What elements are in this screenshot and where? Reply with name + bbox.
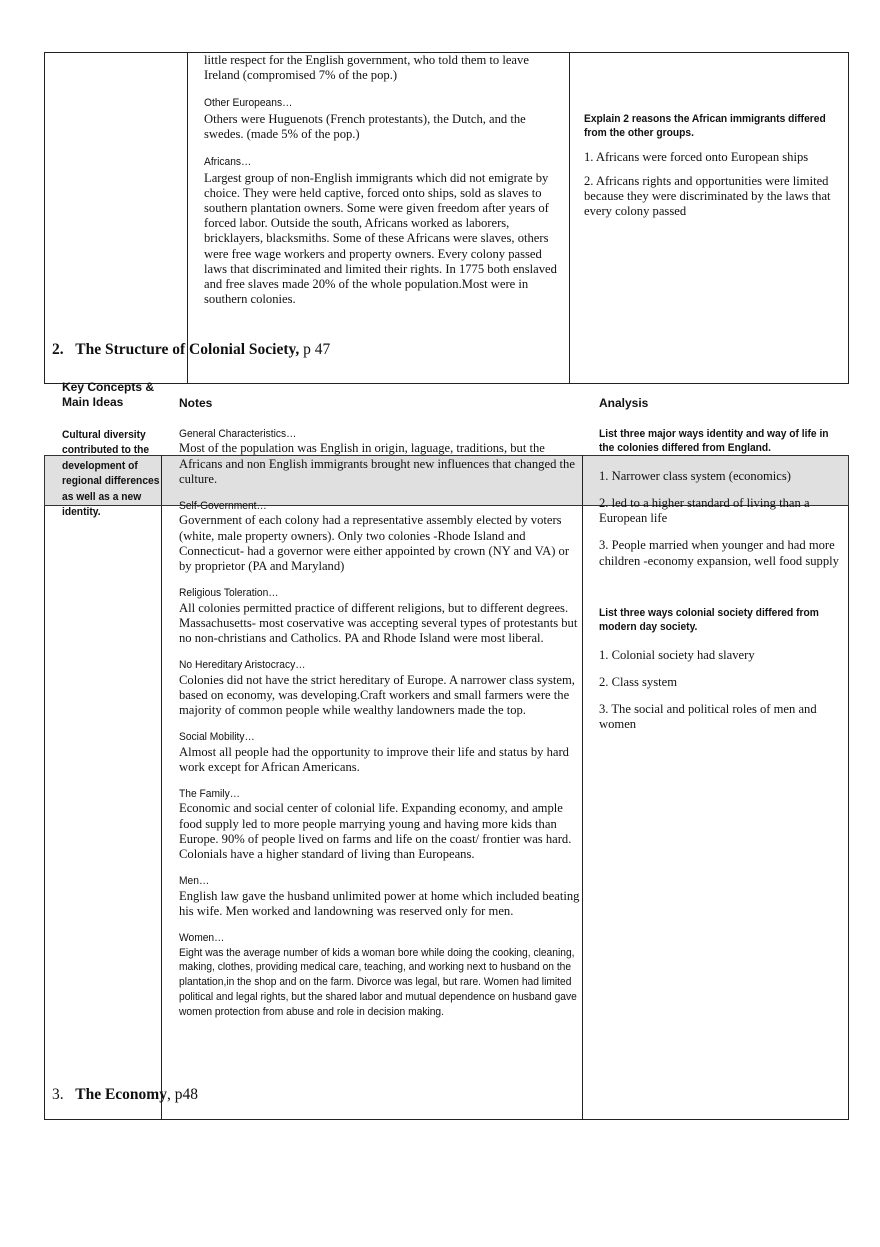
- analysis-answer: 2. led to a higher standard of living than a European life: [599, 496, 810, 526]
- table1-col1-divider: [187, 52, 188, 384]
- note-religious-toleration: [179, 586, 584, 646]
- table1-bottom-border: [44, 383, 849, 384]
- key-concept-text: Cultural diversity contributed to the development of regional differences as well as a new identity.: [62, 429, 160, 519]
- analysis-answer: 3. People married when younger and had more children -economy expansion, well food supply: [599, 538, 839, 568]
- header-notes: Notes: [179, 396, 213, 410]
- irish-tail-text: little respect for the English government, who told them to leave Ireland (compromised 7% of the pop.): [204, 53, 529, 83]
- african-answer-2: 2. Africans rights and opportunities were limited because they were discriminated by the laws that every colony passed: [584, 174, 831, 219]
- section1-analysis: [584, 112, 842, 220]
- note-text: Eight was the average number of kids a woman bore while doing the cooking, cleaning, making, clothes, providing medical care, teaching, and working next to husband on the plantation,in the shop and on the farm. Divorce was legal, but rare. Women had limited political and legal rights, but the shared labor and mutual dependence on husband gave women protection from abuse and role in decision making.: [179, 946, 577, 1018]
- section2-number: 2.: [52, 341, 64, 358]
- analysis-answer: 3. The social and political roles of men and women: [599, 702, 817, 732]
- section3-title: The Economy: [75, 1086, 167, 1103]
- note-text: All colonies permitted practice of different religions, but to different degrees. Massachusetts- most coservative was accepting several types of protestants but no non-christians and Catholics. PA and Rhode Island were most liberal.: [179, 600, 578, 646]
- table2-left-border: [44, 455, 45, 1120]
- section3-page: , p48: [166, 1086, 198, 1103]
- table1-right-border: [848, 52, 849, 384]
- note-heading: General Characteristics…: [179, 428, 297, 440]
- note-heading: Religious Toleration…: [179, 587, 279, 600]
- note-social-mobility: [179, 730, 584, 775]
- table2-col1-divider: [161, 455, 162, 1120]
- note-text: English law gave the husband unlimited power at home which included beating his wife. Men worked and landowning was reserved only for men.: [179, 888, 580, 918]
- note-heading: Men…: [179, 875, 210, 888]
- table2-right-border: [848, 455, 849, 1120]
- table2-bottom-border: [44, 1119, 849, 1120]
- note-heading: No Hereditary Aristocracy…: [179, 659, 306, 672]
- note-heading: The Family…: [179, 788, 240, 801]
- section2-heading: [52, 341, 330, 359]
- section3-heading: [52, 1086, 198, 1104]
- note-text: Almost all people had the opportunity to improve their life and status by hard work except for African Americans.: [179, 744, 569, 774]
- notes-column: [179, 427, 584, 1020]
- note-text: Economic and social center of colonial life. Expanding economy, and ample food supply led to more people marrying young and having more kids than Europe. 90% of people lived on farms and life on the coast/ frontier was hard. Colonials have a higher standard of living than Europeans.: [179, 801, 572, 862]
- note-heading: Social Mobility…: [179, 731, 255, 744]
- analysis-question-2: List three ways colonial society differed from modern day society.: [599, 606, 819, 634]
- analysis-question-1: List three major ways identity and way of life in the colonies differed from England.: [599, 428, 829, 455]
- note-heading: Women…: [179, 932, 225, 945]
- note-text: Most of the population was English in origin, laguage, traditions, but the Africans and non English immigrants brought new influences that changed the culture.: [179, 441, 575, 486]
- band-divider-1: [161, 455, 162, 505]
- section2-title: The Structure of Colonial Society,: [75, 341, 300, 358]
- note-aristocracy: [179, 658, 584, 718]
- note-self-government: [179, 499, 584, 574]
- note-text: Government of each colony had a representative assembly elected by voters (white, male property owners). Only two colonies -Rhode Island and Connecticut- had a governor were either appointed by crown (NY and VA) or by proprietor (PA and Maryland): [179, 513, 570, 574]
- other-europeans-heading: Other Europeans…: [204, 97, 293, 110]
- section3-number: 3.: [52, 1086, 64, 1103]
- note-women: [179, 931, 584, 1019]
- table1-col2-divider: [569, 52, 570, 384]
- africans-heading: Africans…: [204, 156, 252, 169]
- analysis-answer: 2. Class system: [599, 674, 678, 689]
- note-men: [179, 874, 584, 919]
- analysis-answer: 1. Narrower class system (economics): [599, 468, 791, 483]
- section1-notes: [204, 53, 564, 307]
- section2-page: p 47: [299, 341, 331, 358]
- note-family: [179, 787, 584, 862]
- header-key-concepts: Key Concepts & Main Ideas: [62, 380, 155, 409]
- african-question: Explain 2 reasons the African immigrants differed from the other groups.: [584, 113, 826, 140]
- header-analysis: Analysis: [599, 396, 649, 410]
- africans-text: Largest group of non-English immigrants which did not emigrate by choice. They were held captive, forced onto ships, sold as slaves to southern plantation owners. Some were given freedom after years of forced labor. Outside the south, Africans worked as laborers, bricklayers, blacksmiths. Some of these Africans were slaves, others were free wage workers and property owners. Every colony passed laws that discriminated and limited their rights. In 1775 both enslaved and free slaves made 20% of the whole population.Most were in southern colonies.: [204, 170, 557, 307]
- african-answer-1: 1. Africans were forced onto European ships: [584, 149, 809, 164]
- analysis-column: [599, 427, 845, 732]
- note-general: [179, 427, 584, 487]
- note-heading: Self-Government…: [179, 500, 267, 513]
- other-europeans-text: Others were Huguenots (French protestants), the Dutch, and the swedes. (made 5% of the pop.): [204, 111, 526, 142]
- analysis-answer: 1. Colonial society had slavery: [599, 647, 755, 662]
- table1-left-border: [44, 52, 45, 384]
- note-text: Colonies did not have the strict hereditary of Europe. A narrower class system, based on economy, was developing.Craft workers and small farmers were the majority of common people while wealthy landowners made the top.: [179, 672, 575, 718]
